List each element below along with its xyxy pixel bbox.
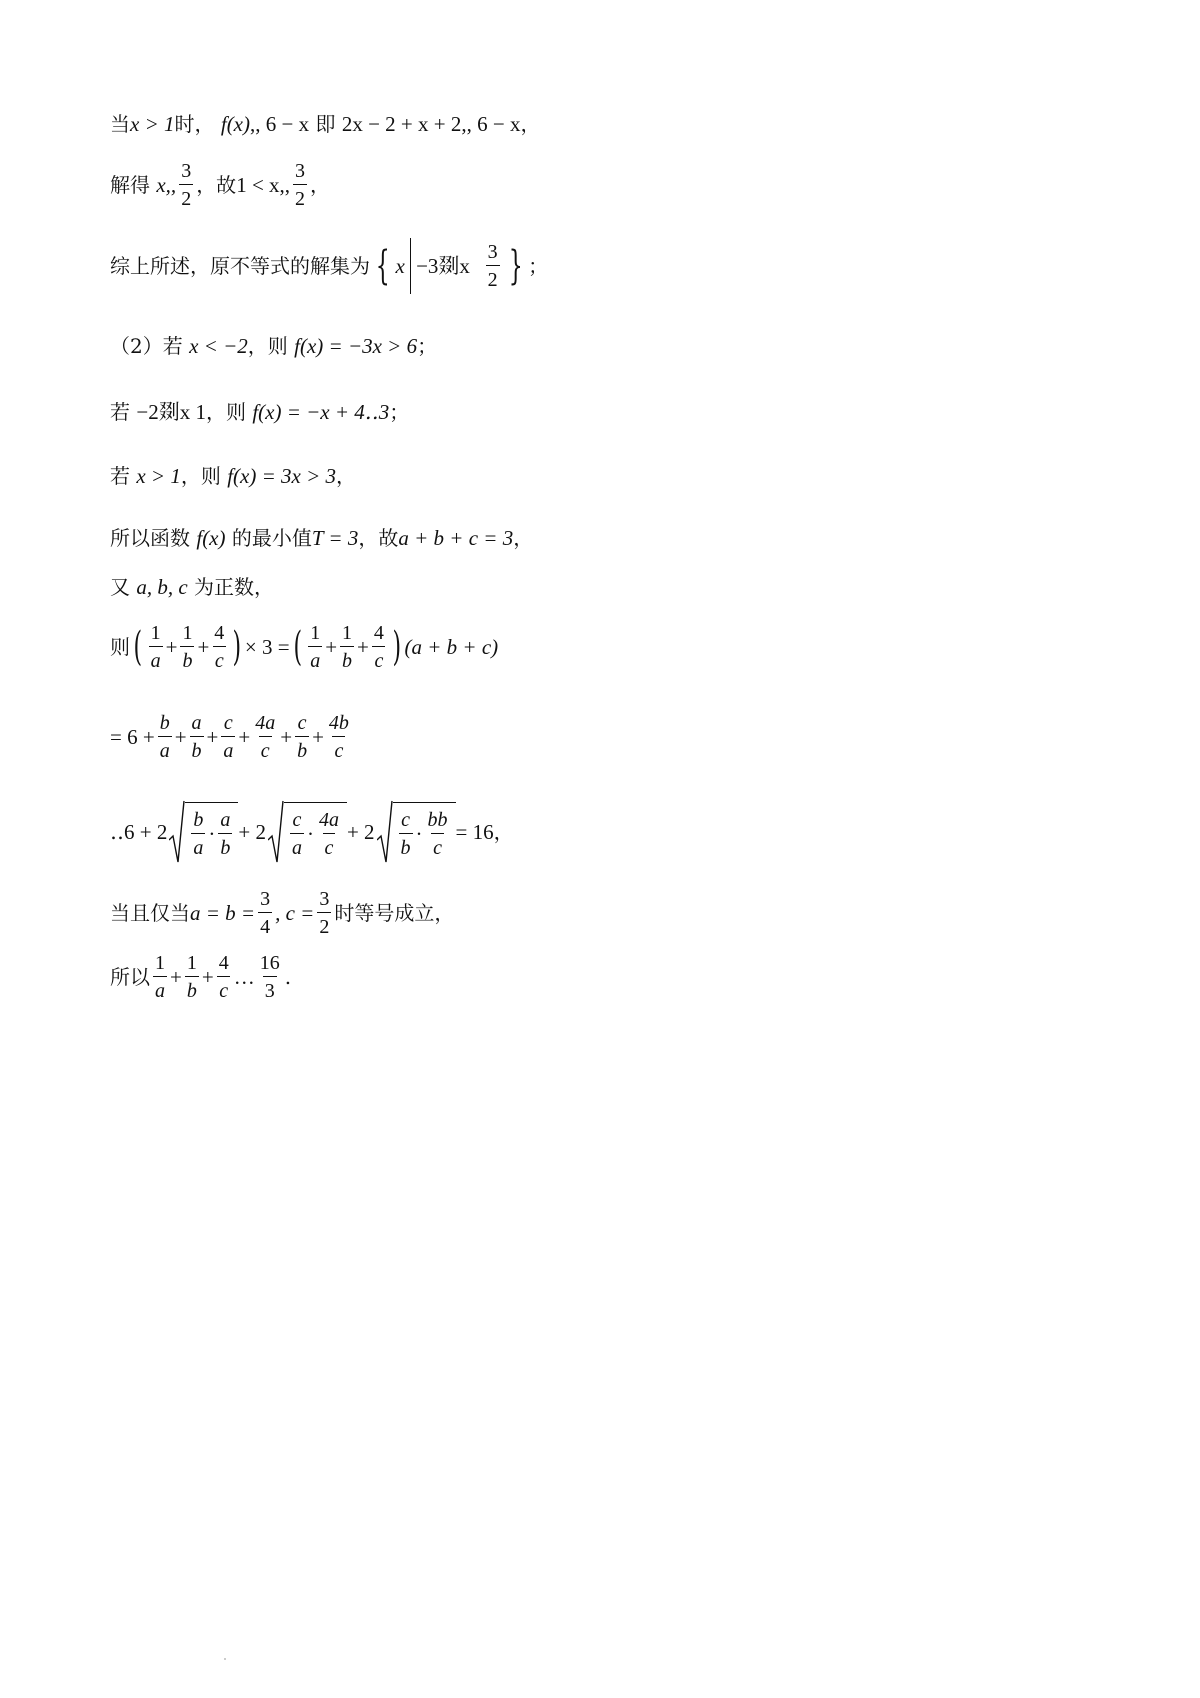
line-7: [110, 526, 533, 550]
numerator: b: [159, 712, 170, 734]
line-5: [110, 400, 409, 424]
text: 当且仅当: [110, 901, 190, 925]
radical: $\frac{c}{b}$ · $\frac{bb}{c}$: [377, 800, 456, 864]
fraction: [340, 622, 354, 672]
math: f(x) = −x + 4‥3: [252, 400, 390, 424]
text: 所以函数: [110, 526, 190, 550]
denominator: 2: [179, 184, 193, 210]
text: 时等号成立，: [334, 901, 455, 925]
denominator: a: [158, 736, 172, 762]
denominator: c: [259, 736, 272, 762]
math: −3剟x: [416, 254, 470, 278]
fraction: [399, 809, 413, 859]
math: x: [395, 254, 405, 278]
text: 所以: [110, 965, 150, 989]
math: a + b + c = 3: [398, 526, 514, 550]
numerator: 4: [218, 952, 229, 974]
fraction: [290, 809, 304, 859]
denominator: 2: [293, 184, 307, 210]
line-13: 所以 $\frac{1}{a}$ + $\frac{1}{b}$ + $\frac{4}{c}$ … $\frac{16}{3}$ .: [110, 952, 292, 1002]
text: 则: [110, 635, 130, 659]
denominator: b: [340, 646, 354, 672]
numerator: 1: [310, 622, 321, 644]
denominator: b: [190, 736, 204, 762]
line-2: [110, 160, 330, 210]
fraction: [212, 622, 226, 672]
math: = 16: [455, 820, 494, 844]
radical: $\frac{b}{a}$ · $\frac{a}{b}$: [169, 800, 238, 864]
text: ，: [493, 820, 514, 844]
text: ；: [389, 400, 410, 424]
math: x,,: [156, 173, 177, 197]
denominator: a: [290, 833, 304, 859]
fraction: [253, 712, 277, 762]
math: f(x): [196, 526, 226, 550]
numerator: 3: [319, 888, 330, 910]
denominator: b: [180, 646, 194, 672]
fraction: [293, 160, 307, 210]
numerator: a: [191, 712, 202, 734]
denominator: 3: [263, 976, 277, 1002]
denominator: c: [217, 976, 230, 1002]
text: ，则: [247, 334, 288, 358]
denominator: b: [295, 736, 309, 762]
text: （2）若: [110, 334, 183, 358]
numerator: 1: [182, 622, 193, 644]
numerator: 3: [295, 160, 306, 182]
denominator: a: [149, 646, 163, 672]
text: 的最小值: [231, 526, 312, 550]
text: 解得: [110, 173, 150, 197]
fraction: [149, 622, 163, 672]
text: ，: [520, 112, 541, 136]
fraction: [258, 888, 272, 938]
fraction: [217, 952, 231, 1002]
fraction: [179, 160, 193, 210]
math: f(x) = 3x > 3: [227, 464, 337, 488]
fraction: [317, 888, 331, 938]
line-1: [110, 112, 540, 136]
left-brace: {: [375, 243, 390, 289]
denominator: c: [332, 736, 345, 762]
fraction: [180, 622, 194, 672]
line-6: [110, 464, 356, 488]
text: 时，: [174, 112, 215, 136]
text: 为正数，: [194, 575, 275, 599]
line-10: = 6 + $\frac{b}{a}$ + $\frac{a}{b}$ + $\frac{c}{a}$ + $\frac{4a}{c}$ + $\frac{c}{b}$ + $\frac{4b}{c}$: [110, 712, 349, 762]
radical-sign-icon: [169, 800, 185, 864]
numerator: c: [223, 712, 233, 734]
fraction: [486, 241, 500, 291]
numerator: 1: [186, 952, 197, 974]
math: × 3 =: [244, 635, 290, 659]
math: −2剟x 1: [136, 400, 206, 424]
numerator: 4: [214, 622, 225, 644]
math: (a + b + c): [404, 635, 499, 659]
fraction: [221, 712, 235, 762]
numerator: 4a: [318, 808, 339, 831]
math: …: [233, 965, 255, 989]
math: x > 1: [136, 464, 181, 488]
math: f(x) = −3x > 6: [294, 334, 418, 358]
fraction: [185, 952, 199, 1002]
math: T = 3: [311, 526, 359, 550]
line-9: 则 ( $\frac{1}{a}$ + $\frac{1}{b}$ + $\frac{4}{c}$ ) × 3 = ( $\frac{1}{a}$ + $\frac{1}{b}$ + $\frac{4}{c}$ ) (a + b + c): [110, 622, 499, 672]
text: ；: [417, 334, 438, 358]
numerator: 4a: [255, 712, 276, 734]
math: 2x − 2 + x + 2,, 6 − x: [341, 112, 521, 136]
denominator: c: [372, 646, 385, 672]
denominator: c: [213, 646, 226, 672]
numerator: b: [193, 808, 204, 831]
denominator: 2: [317, 912, 331, 938]
denominator: a: [221, 736, 235, 762]
radical-sign-icon: [268, 800, 284, 864]
text: ，故: [358, 526, 399, 550]
numerator: c: [297, 712, 307, 734]
fraction: [426, 809, 450, 859]
line-11: [110, 800, 514, 864]
text: ，: [310, 173, 331, 197]
line-4: [110, 334, 437, 358]
numerator: c: [401, 808, 410, 831]
fraction: [308, 622, 322, 672]
numerator: 3: [260, 888, 271, 910]
text: ，: [513, 526, 534, 550]
text: .: [284, 965, 292, 989]
numerator: bb: [427, 808, 448, 831]
line-3: [110, 238, 548, 294]
left-paren: (: [133, 624, 143, 670]
denominator: a: [153, 976, 167, 1002]
text: ，故: [196, 173, 237, 197]
fraction: [191, 809, 205, 859]
right-paren: ): [392, 624, 401, 670]
math: f(x): [220, 112, 251, 136]
numerator: 16: [259, 952, 280, 974]
fraction: [295, 712, 309, 762]
fraction: [317, 809, 341, 859]
fraction: [258, 952, 282, 1002]
denominator: c: [323, 833, 336, 859]
math: a = b =: [190, 901, 256, 925]
numerator: 1: [150, 622, 161, 644]
fraction: [372, 622, 386, 672]
numerator: 4: [373, 622, 384, 644]
line-8: [110, 575, 274, 599]
stray-dot: [224, 1658, 226, 1660]
fraction: [218, 809, 232, 859]
text: ；: [528, 254, 549, 278]
text: ，: [336, 464, 357, 488]
denominator: b: [185, 976, 199, 1002]
math: 1 < x,,: [236, 173, 291, 197]
numerator: a: [220, 808, 231, 831]
right-paren: ): [232, 624, 242, 670]
radical: $\frac{c}{a}$ · $\frac{4a}{c}$: [268, 800, 347, 864]
fraction: [327, 712, 351, 762]
math: x > 1: [130, 112, 175, 136]
text: ，则: [180, 464, 221, 488]
math: = 6 +: [110, 725, 155, 749]
fraction: [190, 712, 204, 762]
left-paren: (: [293, 624, 302, 670]
fraction: [153, 952, 167, 1002]
numerator: 3: [487, 241, 498, 263]
math: + 2: [238, 820, 266, 844]
radical-sign-icon: [377, 800, 393, 864]
denominator: b: [399, 833, 413, 859]
denominator: a: [308, 646, 322, 672]
denominator: a: [191, 833, 205, 859]
numerator: 1: [342, 622, 353, 644]
numerator: c: [292, 808, 302, 831]
denominator: 4: [258, 912, 272, 938]
math: a, b, c: [136, 575, 188, 599]
numerator: 1: [155, 952, 165, 974]
math: + 2: [346, 820, 375, 844]
math: , c =: [275, 901, 315, 925]
denominator: 2: [486, 265, 500, 291]
math: x < −2: [189, 334, 248, 358]
numerator: 4b: [328, 712, 349, 734]
text: 当: [110, 112, 130, 136]
text: 综上所述，原不等式的解集为: [110, 254, 370, 278]
text: 即: [315, 112, 336, 136]
denominator: c: [431, 833, 444, 859]
right-brace: }: [508, 243, 523, 289]
text: ，则: [205, 400, 246, 424]
denominator: b: [218, 833, 232, 859]
line-12: [110, 888, 454, 938]
text: 又: [110, 575, 130, 599]
math: ‥6 + 2: [110, 820, 168, 844]
math: ,, 6 − x: [250, 112, 310, 136]
set-separator: [410, 238, 411, 294]
text: 若: [110, 400, 130, 424]
numerator: 3: [181, 160, 192, 182]
text: 若: [110, 464, 130, 488]
fraction: [158, 712, 172, 762]
